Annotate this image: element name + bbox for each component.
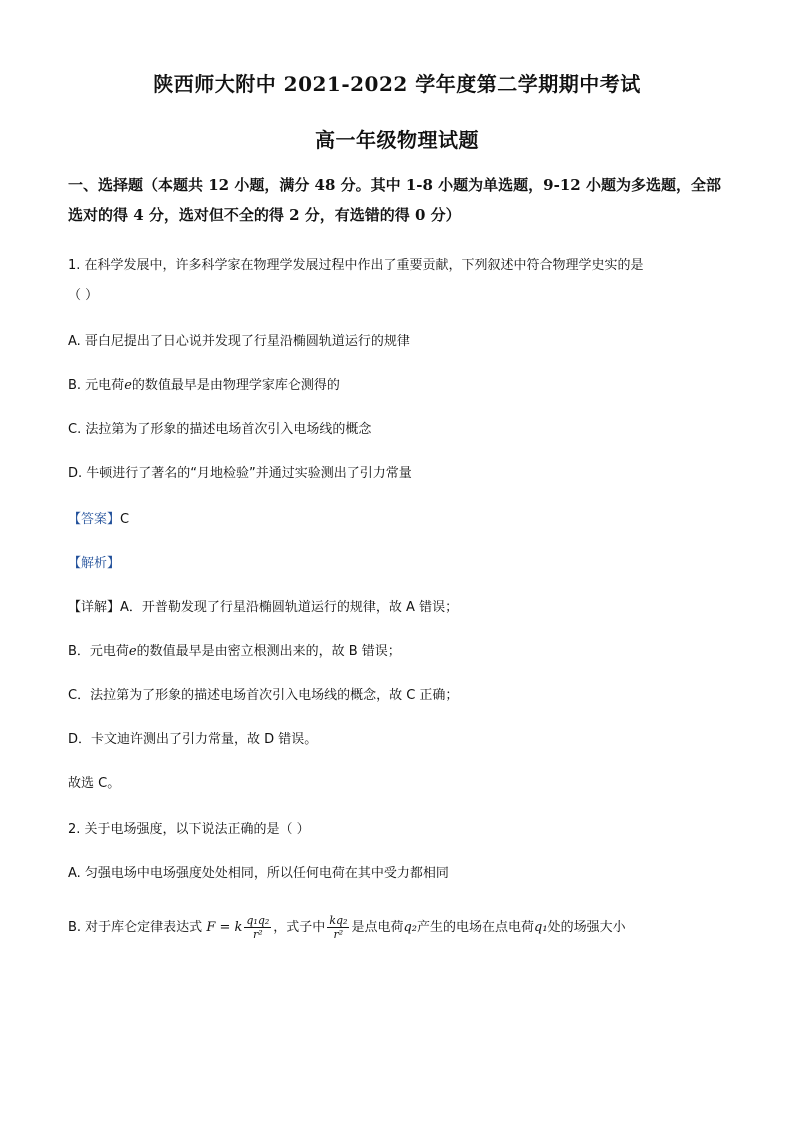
answer-line	[68, 508, 129, 527]
question-2-option-b	[68, 914, 626, 941]
question-1-option-a: A. 哥白尼提出了日心说并发现了行星沿椭圆轨道运行的规律	[68, 334, 410, 349]
field-fraction	[327, 914, 349, 941]
var-q2: q₂	[403, 920, 417, 935]
question-2-option-a: A. 匀强电场中电场强度处处相同，所以任何电荷在其中受力都相同	[68, 866, 449, 881]
answer-value: C	[120, 512, 130, 527]
detail-tag: 【详解】	[68, 600, 121, 615]
detail-b-suffix: 的数值最早是由密立根测出来的，故 B 错误；	[136, 644, 401, 659]
exam-title: 陕西师大附中 2021-2022 学年度第二学期期中考试	[153, 72, 641, 96]
exam-subtitle: 高一年级物理试题	[315, 128, 479, 152]
option-b-post2: 产生的电场在点电荷	[417, 920, 535, 935]
option-b-suffix: 的数值最早是由物理学家库仑测得的	[131, 378, 340, 393]
option-b-post3: 处的场强大小	[547, 920, 626, 935]
detail-a-line	[68, 596, 458, 615]
detail-b-prefix: B．元电荷	[68, 644, 129, 659]
question-1-option-d: D. 牛顿进行了著名的“月地检验”并通过实验测出了引力常量	[68, 466, 412, 481]
question-1-option-c: C. 法拉第为了形象的描述电场首次引入电场线的概念	[68, 422, 372, 437]
detail-b-line	[68, 640, 401, 659]
var-e: e	[128, 644, 137, 659]
detail-d-line: D．卡文迪许测出了引力常量，故 D 错误。	[68, 732, 318, 747]
answer-tag: 【答案】	[68, 512, 121, 527]
question-2-stem: 2. 关于电场强度，以下说法正确的是（ ）	[68, 822, 310, 837]
conclusion-line: 故选 C。	[68, 776, 121, 791]
analysis-tag: 【解析】	[68, 556, 121, 571]
question-1-stem: 1. 在科学发展中，许多科学家在物理学发展过程中作出了重要贡献，下列叙述中符合物理学史实的是	[68, 258, 644, 273]
fraction-numerator: q₁q₂	[246, 914, 270, 927]
var-q1: q₁	[534, 920, 548, 935]
option-b-prefix: B. 对于库仑定律表达式	[68, 920, 203, 935]
var-e: e	[124, 378, 132, 393]
coulomb-fraction	[244, 914, 271, 941]
detail-a: A．开普勒发现了行星沿椭圆轨道运行的规律，故 A 错误；	[120, 600, 459, 615]
question-1-option-b	[68, 374, 340, 393]
fraction-denominator: r²	[253, 928, 263, 941]
fraction-denominator: r²	[333, 928, 344, 941]
section-heading: 一、选择题（本题共 12 小题，满分 48 分。其中 1-8 小题为单选题，9-12 小题为多选题，全部选对的得 4 分，选对但不全的得 2 分，有选错的得 0 分）	[68, 176, 721, 224]
fraction-numerator: kq₂	[329, 914, 348, 927]
option-b-post1: 是点电荷	[351, 920, 404, 935]
option-b-prefix: B. 元电荷	[68, 378, 125, 393]
option-b-mid: ，式子中	[273, 920, 326, 935]
question-1-paren: （ ）	[68, 288, 99, 303]
detail-c-line: C．法拉第为了形象的描述电场首次引入电场线的概念，故 C 正确；	[68, 688, 459, 703]
analysis-line	[68, 552, 120, 571]
formula-lhs: F = k	[206, 920, 243, 935]
